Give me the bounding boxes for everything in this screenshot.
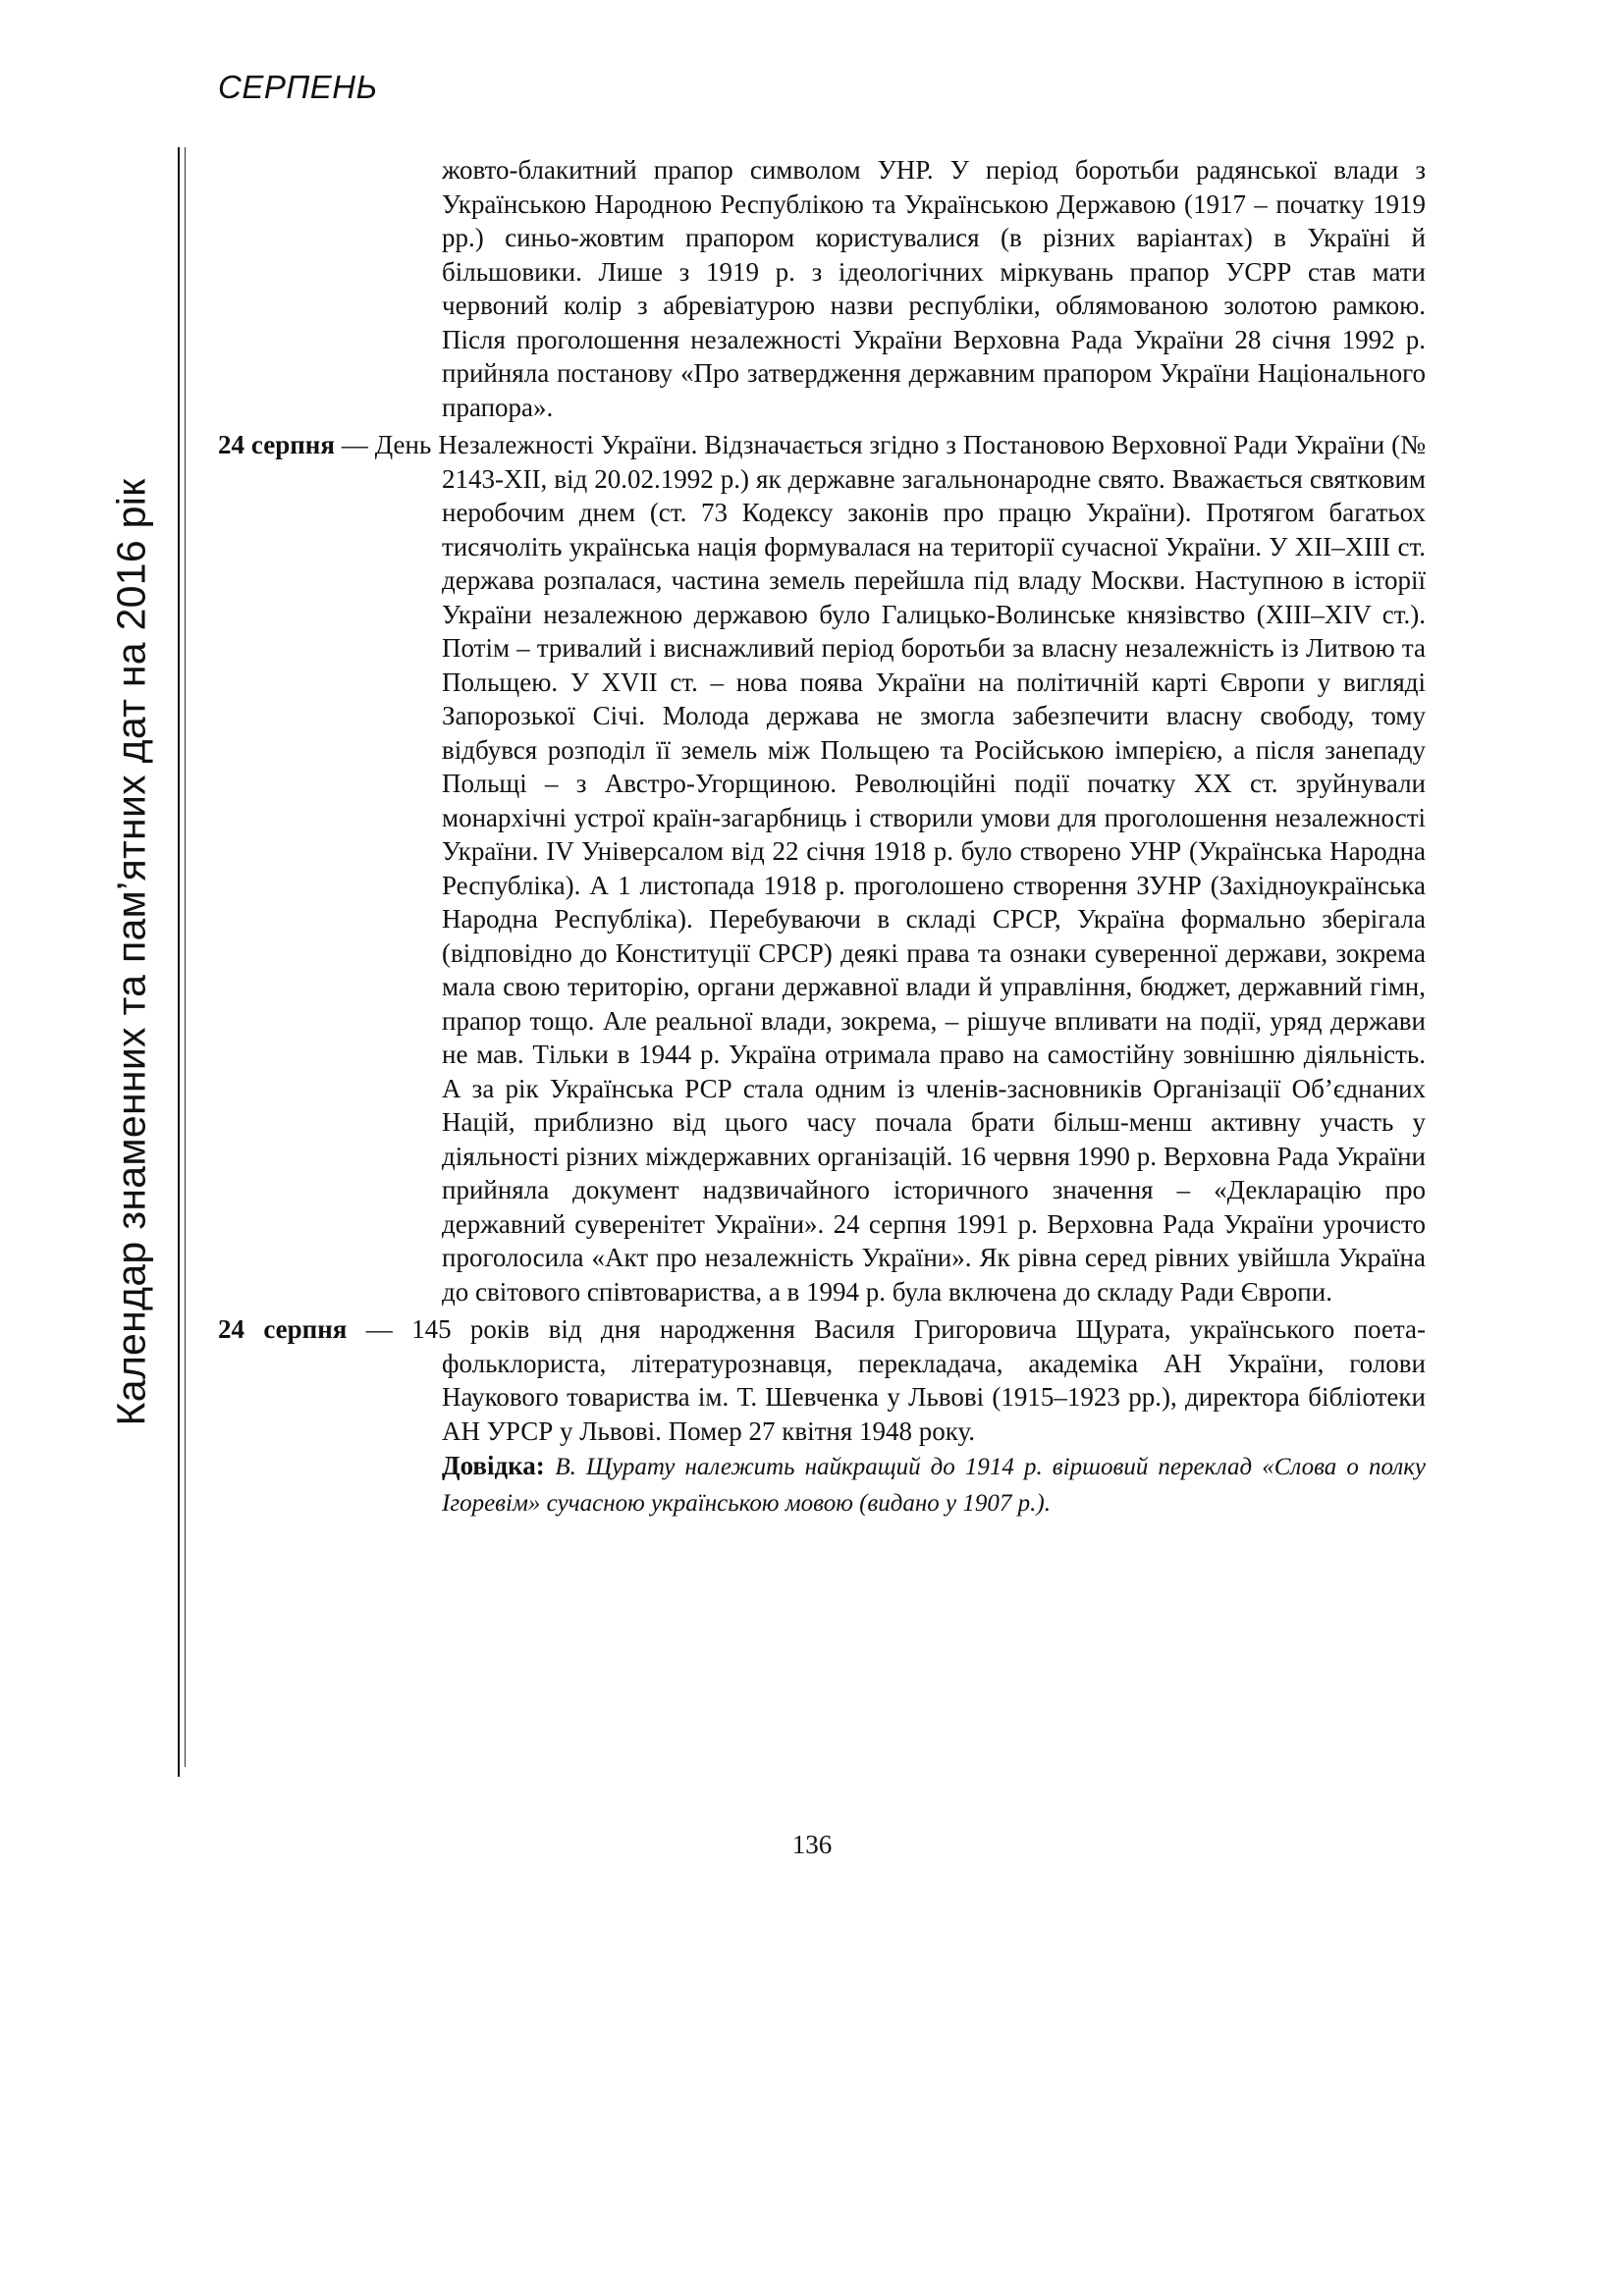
entry-note [218,1449,1426,1521]
note-label: Довідка: [442,1451,545,1480]
page-header-month: СЕРПЕНЬ [218,69,378,105]
side-rule [178,147,180,1777]
entry-text-block [218,428,1426,1308]
entry-text: День Незалежності України. Відзначається згідно з Постановою Верховної Ради України (№ 2143-XII, від 20.02.1992 р.) як державне загальнонародне свято. Вважається святковим неробочим днем (ст. 73 Кодексу законів про працю України). Протягом багатьох тисячоліть українська нація формувалася на території сучасної України. У XII–XIII ст. держава розпалася, частина земель перейшла під владу Москви. Наступною в історії України незалежною державою було Галицько-Волинське князівство (XIII–XIV ст.). Потім – тривалий і виснажливий період боротьби за власну незалежність із Литвою та Польщею. У XVII ст. – нова поява України на політичній карті Європи у вигляді Запорозької Січі. Молода держава не змогла забезпечити власну свободу, тому відбувся розподіл її земель між Польщею та Російською імперією, а після занепаду Польщі – з Австро-Угорщиною. Революційні події початку XX ст. зруйнували монархічні устрої країн-загарбниць і створили умови для проголошення незалежності України. IV Універсалом від 22 січня 1918 р. було створено УНР (Українська Народна Республіка). А 1 листопада 1918 р. проголошено створення ЗУНР (Західноукраїнська Народна Республіка). Перебуваючи в складі СРСР, Україна формально зберігала (відповідно до Конституції СРСР) деякі права та ознаки суверенної держави, зокрема мала свою територію, органи державної влади й управління, бюджет, державний гімн, прапор тощо. Але реальної влади, зокрема, – рішуче впливати на події, уряд держави не мав. Тільки в 1944 р. Україна отримала право на самостійну зовнішню діяльність. А за рік Українська РСР стала одним із членів-засновників Організації Об’єднаних Націй, приблизно від цього часу почала брати більш-менш активну участь у діяльності різних міждержавних організацій. 16 червня 1990 р. Верховна Рада України прийняла документ надзвичайного історичного значення – «Декларацію про державний суверенітет України». 24 серпня 1991 р. Верховна Рада України урочисто проголосила «Акт про незалежність України». Як рівна серед рівних увійшла Україна до світового співтовариства, а в 1994 р. була включена до складу Ради Європи. [374,430,1426,1307]
continuation-paragraph: жовто-блакитний прапор символом УНР. У період боротьби радянської влади з Українською Народною Республікою та Українською Державою (1917 – початку 1919 рр.) синьо-жовтим прапором користувалися (в різних варіантах) в Україні й більшовики. Лише з 1919 р. з ідеологічних міркувань прапор УСРР став мати червоний колір з абревіатурою назви республіки, облямованою золотою рамкою. Після проголошення незалежності України Верховна Рада України 28 січня 1992 р. прийняла постанову «Про затвердження державним прапором України Національного прапора». [442,155,1426,422]
entry-text-block [218,1312,1426,1448]
entry-text: 145 років від дня народження Василя Григоровича Щурата, українського поета-фольклориста, літературознавця, перекладача, академіка АН України, голови Наукового товариства ім. Т. Шевченка у Львові (1915–1923 рр.), директора бібліотеки АН УРСР у Львові. Помер 27 квітня 1948 року. [411,1314,1426,1446]
side-title: Календар знаменних та пам’ятних дат на 2016 рік [108,478,154,1426]
entry-dash: — [347,1314,412,1344]
page-content [218,153,1426,1547]
calendar-entry-shchurat [218,1312,1426,1521]
entry-date: 24 серпня [218,1314,348,1344]
calendar-entry-independence-day [218,428,1426,1308]
side-rule-thin [185,147,186,1767]
entry-dash: — [334,430,375,459]
page-number: 136 [791,1830,833,1859]
entry-date: 24 серпня [218,430,335,459]
note-text: В. Щурату належить найкращий до 1914 р. віршовий переклад «Слова о полку Ігоревім» сучасною українською мовою (видано у 1907 р.). [442,1454,1427,1517]
